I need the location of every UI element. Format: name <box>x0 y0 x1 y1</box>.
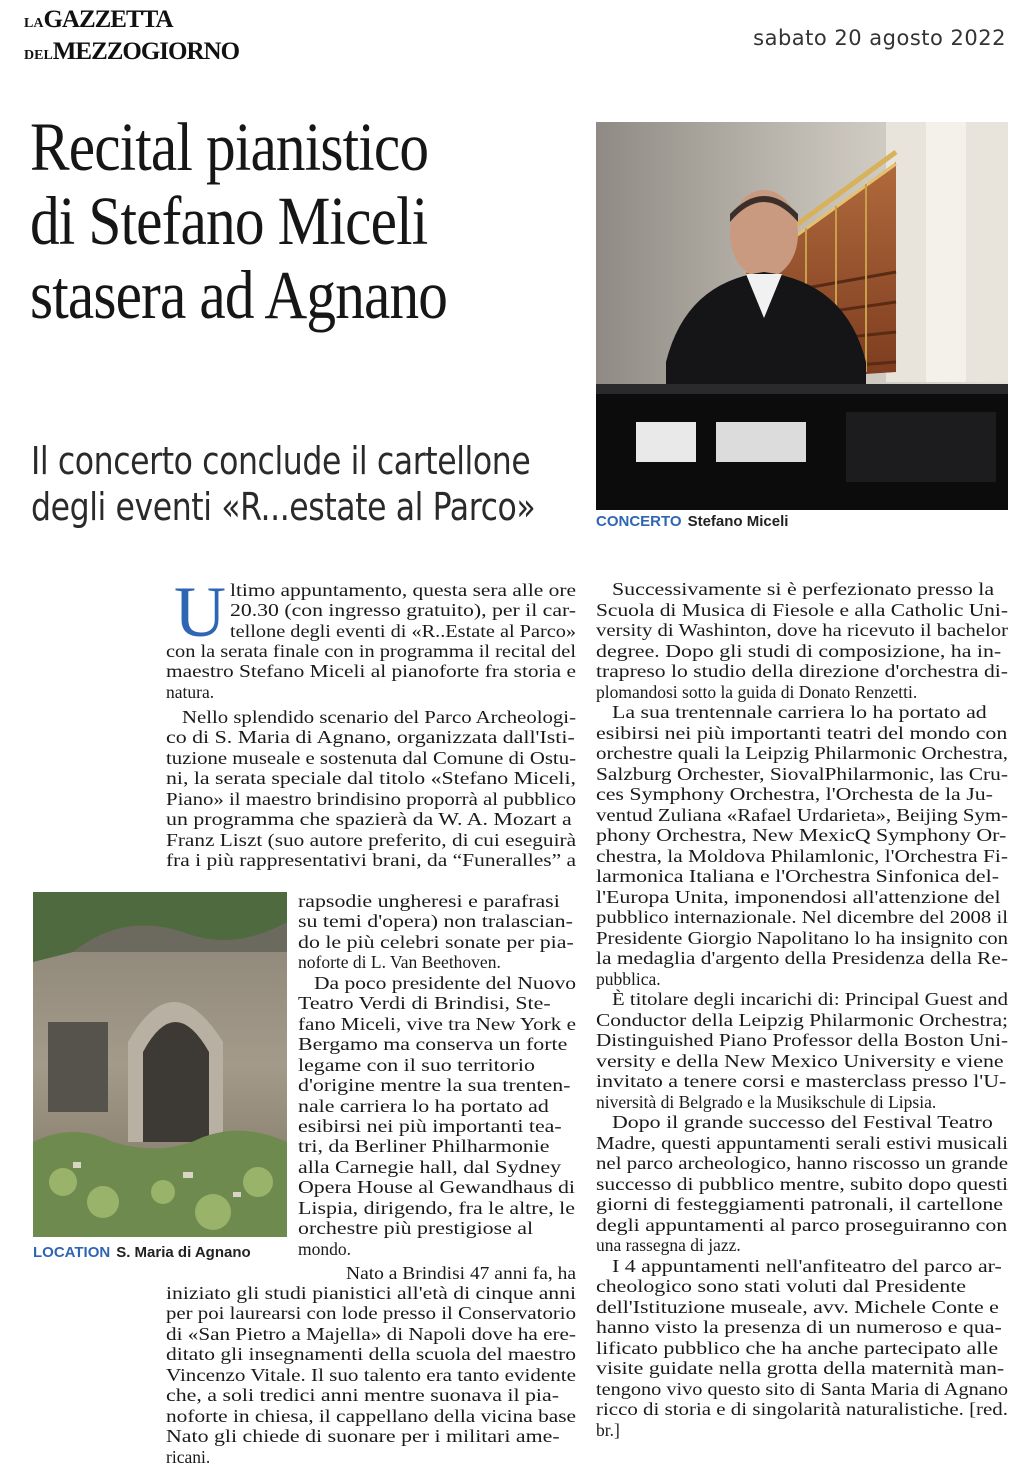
article-col2-line: la medaglia d'argento della Presidenza della Re- <box>596 948 1009 968</box>
article-col2-line: niversità di Belgrado e la Musikschule di Lipsia. <box>596 1091 937 1112</box>
article-col1-line: 20.30 (con ingresso gratuito), per il car- <box>230 600 577 621</box>
article-col1-line: tuzione museale e sostenuta dal Comune di Ostu- <box>166 747 577 768</box>
article-col1-line: su temi d'opera) non tralascian- <box>298 911 573 932</box>
article-col1-line: Teatro Verdi di Brindisi, Ste- <box>298 993 551 1014</box>
article-col2-line: pubblica. <box>596 968 661 989</box>
article-col2-line: larmonica Italiana e l'Orchestra Sinfonica del- <box>596 866 999 886</box>
article-col1-line: Bergamo ma conserva un forte <box>298 1034 568 1055</box>
article-col1-line: maestro Stefano Miceli al pianoforte fra storia e <box>166 661 576 682</box>
article-col2-line: Madre, questi appuntamenti serali estivi musicali <box>596 1132 1008 1153</box>
article-col2-line: versity di Washinton, dove ha ricevuto il bachelor <box>596 620 1009 640</box>
masthead-line1-main: GAZZETTA <box>43 6 173 33</box>
article-col1-line: Nato gli chiede di suonare per i militari ame- <box>166 1426 560 1447</box>
article-col2-line: ventud Zuliana «Rafael Urdarieta», Beijing Sym- <box>596 804 1009 825</box>
masthead-line1-prefix: LA <box>24 16 44 31</box>
article-col2-line: Scuola di Musica di Fiesole e alla Catholic Uni- <box>596 599 1009 620</box>
article-col2-line: visite guidate nella grotta della maternità man- <box>596 1358 1005 1378</box>
article-col2-line: plomandosi sotto la guida di Donato Renzetti. <box>596 681 918 702</box>
masthead-line2-prefix: DEL <box>24 48 53 63</box>
article-col1-line: tri, da Berliner Philharmonie <box>298 1136 550 1157</box>
article-col1-line: mondo. <box>298 1238 351 1259</box>
masthead-logo <box>24 6 240 68</box>
subheadline <box>31 438 546 530</box>
article-col2-line: trapreso lo studio della direzione d'orchestra di- <box>596 661 1008 681</box>
article-col1-line: noforte di L. Van Beethoven. <box>298 952 501 973</box>
article-col1-line: che, a soli tredici anni mentre suonava il pia- <box>166 1385 560 1406</box>
headline-line3: stasera ad Agnano <box>30 257 448 333</box>
photo-pianist <box>596 122 1008 510</box>
article-col2-line: una rassegna di jazz. <box>596 1235 741 1255</box>
headline <box>30 110 503 332</box>
article-col1-line: noforte in chiesa, il cappellano della vicina base <box>166 1405 577 1426</box>
article-col2-line: br.] <box>596 1419 620 1440</box>
article-col2-line: versity e della New Mexico University e viene <box>596 1050 1004 1071</box>
article-col1-line: Nello splendido scenario del Parco Archeologi- <box>182 707 576 727</box>
article-col2-line: degli appuntamenti al parco proseguiranno con <box>596 1214 1008 1235</box>
caption-concerto-text: Stefano Miceli <box>687 513 789 530</box>
article-col2-line: È titolare degli incarichi di: Principal Guest and <box>612 989 1008 1009</box>
article-col2-line: giorni di festeggiamenti patronali, il cartellone <box>596 1194 1003 1214</box>
caption-location-text: S. Maria di Agnano <box>116 1244 251 1261</box>
headline-line1: Recital pianistico <box>30 109 429 185</box>
article-col2-line: Presidente Giorgio Napolitano lo ha insignito con <box>596 927 1009 948</box>
article-col1-line: per poi laurearsi con lode presso il Conservatorio <box>166 1303 576 1324</box>
article-col2-line: dell'Istituzione museale, avv. Michele Conte e <box>596 1296 999 1317</box>
article-col2-line: l'Europa Unita, imponendosi all'attenzione del <box>596 886 1001 907</box>
subheadline-line2: degli eventi «R...estate al Parco» <box>31 485 536 529</box>
article-col1-line: tellone degli eventi di «R..Estate al Parco» <box>230 620 577 641</box>
masthead-line2-main: MEZZOGIORNO <box>52 38 240 65</box>
article-col1-line: rapsodie ungheresi e parafrasi <box>298 891 560 911</box>
article-col1-line: di «San Pietro a Majella» di Napoli dove ha ere- <box>166 1323 577 1344</box>
article-col2-line: La sua trentennale carriera lo ha portato ad <box>612 702 987 722</box>
article-col2-line: Conductor della Leipzig Philarmonic Orchestra; <box>596 1009 1009 1030</box>
photo-location <box>33 892 287 1237</box>
article-col2-line: ces Symphony Orchestra, l'Orchesta de la Ju- <box>596 784 993 804</box>
article-col1-line: Franz Liszt (suo autore preferito, di cui eseguirà <box>166 829 577 850</box>
article-col1-line: legame con il suo territorio <box>298 1054 535 1075</box>
article-col1-line: Da poco presidente del Nuovo <box>314 972 577 993</box>
article-col2-line: ricco di storia e di singolarità naturalistiche. [red. <box>596 1399 1008 1419</box>
article-col2-line: Salzburg Orchester, SiovalPhilarmonic, las Cru- <box>596 763 1008 784</box>
article-col1-line: Lispia, dirigendo, fra le altre, le <box>298 1197 575 1218</box>
grotto-illustration <box>33 892 287 1237</box>
caption-concerto-kicker: CONCERTO <box>596 513 682 530</box>
article-col2-line: orchestre quali la Leipzig Philarmonic Orchestra, <box>596 743 1008 763</box>
article-col1-line: natura. <box>166 681 215 702</box>
article-col1-line: ltimo appuntamento, questa sera alle ore <box>230 580 577 600</box>
article-col2-line: phony Orchestra, New MexicQ Symphony Or- <box>596 825 1007 845</box>
article-col1-line: Vincenzo Vitale. Il suo talento era tanto evidente <box>166 1364 577 1385</box>
article-col1-line: do le più celebri sonate per pia- <box>298 931 574 952</box>
article-col1-line: iniziato gli studi pianistici all'età di cinque anni <box>166 1283 576 1303</box>
subheadline-line1: Il concerto conclude il cartellone <box>31 439 531 483</box>
article-col2-line: cheologico sono stati voluti dal Presidente <box>596 1276 966 1296</box>
article-col2-line: chestra, la Moldova Philamlonic, l'Orchestra Fi- <box>596 845 1008 866</box>
drop-cap: U <box>174 572 226 652</box>
article-col2-line: degree. Dopo gli studi di composizione, ha in- <box>596 640 1002 661</box>
article-col2-line: hanno visto la presenza di un numeroso e qua- <box>596 1317 1002 1337</box>
article-col1-line: co di S. Maria di Agnano, organizzata dall'Isti- <box>166 727 575 748</box>
article-col1-line: nale carriera lo ha portato ad <box>298 1095 549 1116</box>
article-col2-line: nel parco archeologico, hanno riscosso un grande <box>596 1153 1008 1173</box>
caption-location-kicker: LOCATION <box>33 1244 111 1261</box>
article-col1-line: ditato gli insegnamenti della scuola del maestro <box>166 1344 577 1365</box>
article-col2-line: esibirsi nei più importanti teatri del mondo con <box>596 722 1008 743</box>
article-col2-line: Successivamente si è perfezionato presso la <box>612 579 995 599</box>
article-col2-line: tengono vivo questo sito di Santa Maria di Agnano <box>596 1378 1009 1399</box>
article-col1-line: fra i più rappresentativi brani, da “Funeralles” a <box>166 850 577 871</box>
article-col2-line: Distinguished Piano Professor della Boston Uni- <box>596 1030 1009 1050</box>
issue-date: sabato 20 agosto 2022 <box>753 26 1006 50</box>
article-col1-line: un programma che spazierà da W. A. Mozart a <box>166 809 572 830</box>
article-col2-line: pubblico internazionale. Nel dicembre del 2008 il <box>596 907 1008 927</box>
article-col1-line: alla Carnegie hall, dal Sydney <box>298 1156 562 1177</box>
pianist-illustration <box>596 122 1008 510</box>
article-col1-line: Nato a Brindisi 47 anni fa, ha <box>346 1263 577 1283</box>
article-col1-line: d'origine mentre la sua trenten- <box>298 1075 571 1096</box>
article-col1-line: ricani. <box>166 1446 211 1467</box>
article-col1-line: Opera House al Gewandhaus di <box>298 1177 576 1198</box>
headline-line2: di Stefano Miceli <box>30 183 428 259</box>
article-col1-line: orchestre più prestigiose al <box>298 1218 534 1239</box>
article-col1-line: con la serata finale con in programma il recital del <box>166 641 576 661</box>
article-col2-line: successo di pubblico mentre, subito dopo questi <box>596 1173 1009 1194</box>
article-col2-line: Dopo il grande successo del Festival Teatro <box>612 1112 993 1132</box>
article-col2-line: invitato a tenere corsi e masterclass presso l'U- <box>596 1071 1007 1091</box>
caption-concerto <box>596 513 788 530</box>
article-col1-line: fano Miceli, vive tra New York e <box>298 1013 576 1034</box>
article-col2-line: I 4 appuntamenti nell'anfiteatro del parco ar- <box>612 1255 1002 1276</box>
article-col1-line: ni, la serata speciale dal titolo «Stefano Miceli, <box>166 768 576 789</box>
article-col2-line: lificato pubblico che ha anche partecipato alle <box>596 1337 999 1358</box>
caption-location <box>33 1244 251 1261</box>
article-col1-line: Piano» il maestro brindisino proporrà al pubblico <box>166 788 576 809</box>
article-col1-line: esibirsi nei più importanti tea- <box>298 1115 562 1136</box>
